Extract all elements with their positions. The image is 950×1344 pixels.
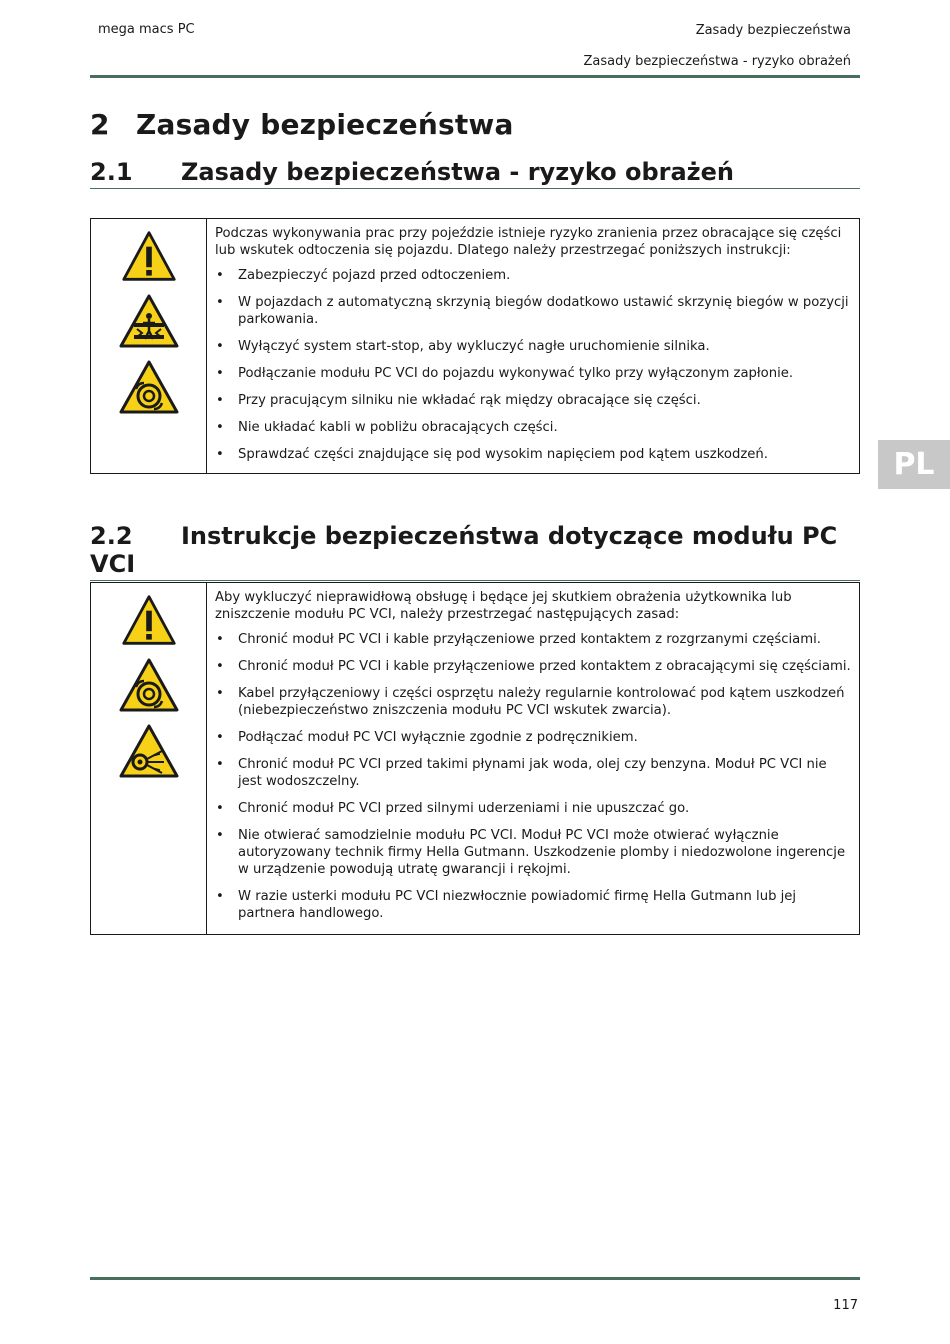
list-item: • Nie otwierać samodzielnie modułu PC VCI. Moduł PC VCI może otwierać wyłącznie autoryzowany technik firmy Hella Gutmann. Uszkodzenie plomby i niedozwolone ingerencje w urządzenie powodują utratę gwarancji i rękojmi. xyxy=(215,827,851,878)
list-item: • W razie usterki modułu PC VCI niezwłocznie powiadomić firmę Hella Gutmann lub jej partnera handlowego. xyxy=(215,888,851,922)
chapter-heading xyxy=(90,108,514,141)
list-item: • Zabezpieczyć pojazd przed odtoczeniem. xyxy=(215,267,851,284)
list-item: • Chronić moduł PC VCI i kable przyłączeniowe przed kontaktem z rozgrzanymi częściami. xyxy=(215,631,851,648)
section-title: Zasady bezpieczeństwa - ryzyko obrażeń xyxy=(181,158,735,186)
list-item: • Chronić moduł PC VCI i kable przyłączeniowe przed kontaktem z obracającymi się częściami. xyxy=(215,658,851,675)
list-item: • Nie układać kabli w pobliżu obracających części. xyxy=(215,419,851,436)
chapter-number: 2 xyxy=(90,108,110,141)
page-number: 117 xyxy=(833,1298,858,1313)
list-item: • Przy pracującym silniku nie wkładać rąk między obracające się części. xyxy=(215,392,851,409)
language-tab: PL xyxy=(878,440,950,489)
crush-hazard-icon xyxy=(118,293,180,349)
safety-box-injury xyxy=(90,218,860,474)
general-warning-icon xyxy=(121,229,177,283)
list-item: • Kabel przyłączeniowy i części osprzętu należy regularnie kontrolować pod kątem uszkodzeń (niebezpieczeństwo zniszczenia modułu PC VCI wskutek zwarcia). xyxy=(215,685,851,719)
safety-list xyxy=(215,267,851,463)
list-item: • Wyłączyć system start-stop, aby wykluczyć nagłe uruchomienie silnika. xyxy=(215,338,851,355)
safety-box-pc-vci xyxy=(90,582,860,935)
list-item: • Chronić moduł PC VCI przed takimi płynami jak woda, olej czy benzyna. Moduł PC VCI nie jest wodoszczelny. xyxy=(215,756,851,790)
warning-icons-column xyxy=(91,583,207,934)
section-number: 2.2 xyxy=(90,522,133,550)
header-chapter: Zasady bezpieczeństwa xyxy=(695,23,851,38)
safety-intro: Podczas wykonywania prac przy pojeździe istnieje ryzyko zranienia przez obracające się części lub wskutek odtoczenia się pojazdu. Dlatego należy przestrzegać poniższych instrukcji: xyxy=(215,226,842,258)
safety-box-content xyxy=(207,583,859,934)
rotating-parts-hazard-icon xyxy=(118,359,180,415)
header-product: mega macs PC xyxy=(98,22,195,37)
list-item: • Podłączanie modułu PC VCI do pojazdu wykonywać tylko przy wyłączonym zapłonie. xyxy=(215,365,851,382)
pressurized-fluid-hazard-icon xyxy=(118,723,180,779)
safety-intro: Aby wykluczyć nieprawidłową obsługę i będące jej skutkiem obrażenia użytkownika lub zniszczenie modułu PC VCI, należy przestrzegać następujących zasad: xyxy=(215,590,792,622)
warning-icons-column xyxy=(91,219,207,473)
list-item: • Podłączać moduł PC VCI wyłącznie zgodnie z podręcznikiem. xyxy=(215,729,851,746)
safety-list xyxy=(215,631,851,922)
section-2-2-heading xyxy=(90,522,860,581)
general-warning-icon xyxy=(121,593,177,647)
chapter-title: Zasady bezpieczeństwa xyxy=(136,108,514,141)
section-title: Instrukcje bezpieczeństwa dotyczące modułu PC VCI xyxy=(90,522,838,578)
section-2-1-heading xyxy=(90,158,860,189)
header-section: Zasady bezpieczeństwa - ryzyko obrażeń xyxy=(583,54,851,69)
safety-box-content xyxy=(207,219,859,473)
list-item: • Chronić moduł PC VCI przed silnymi uderzeniami i nie upuszczać go. xyxy=(215,800,851,817)
list-item: • W pojazdach z automatyczną skrzynią biegów dodatkowo ustawić skrzynię biegów w pozycji parkowania. xyxy=(215,294,851,328)
rotating-parts-hazard-icon xyxy=(118,657,180,713)
list-item: • Sprawdzać części znajdujące się pod wysokim napięciem pod kątem uszkodzeń. xyxy=(215,446,851,463)
section-number: 2.1 xyxy=(90,158,133,186)
footer-rule xyxy=(90,1277,860,1280)
header-rule xyxy=(90,75,860,78)
